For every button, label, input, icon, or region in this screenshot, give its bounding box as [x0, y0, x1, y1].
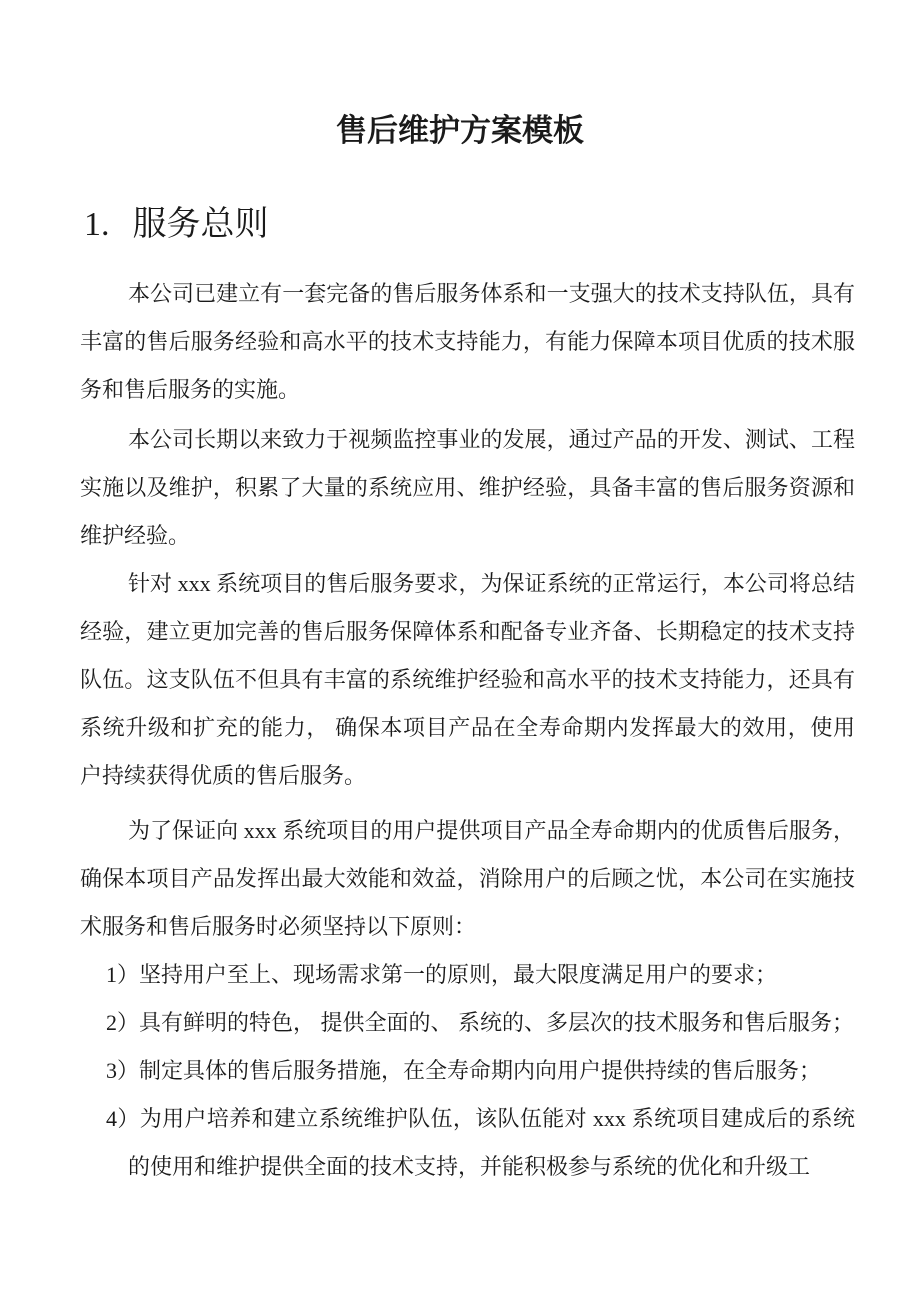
- list-item-text: 坚持用户至上、现场需求第一的原则，最大限度满足用户的要求；: [139, 962, 778, 987]
- document-title: 售后维护方案模板: [336, 113, 584, 148]
- section-number: 1.: [84, 206, 110, 243]
- list-item: [80, 999, 855, 1047]
- list-item: [80, 1047, 855, 1095]
- list-item-number: 3）: [106, 1058, 140, 1083]
- list-item-number: 4）: [106, 1106, 140, 1131]
- section-title: 服务总则: [132, 206, 269, 243]
- section-heading: [84, 204, 920, 246]
- paragraph: 本公司长期以来致力于视频监控事业的发展，通过产品的开发、测试、工程实施以及维护，积累了大量的系统应用、维护经验，具备丰富的售后服务资源和维护经验。: [80, 427, 855, 548]
- list-item: [80, 951, 855, 999]
- paragraph: 为了保证向 xxx 系统项目的用户提供项目产品全寿命期内的优质售后服务，确保本项目产品发挥出最大效能和效益，消除用户的后顾之忧，本公司在实施技术服务和售后服务时必须坚持以下原则：: [80, 818, 855, 939]
- list-item-text: 具有鲜明的特色， 提供全面的、 系统的、多层次的技术服务和售后服务；: [139, 1010, 855, 1035]
- paragraph: 针对 xxx 系统项目的售后服务要求，为保证系统的正常运行，本公司将总结经验，建立更加完善的售后服务保障体系和配备专业齐备、长期稳定的技术支持队伍。这支队伍不但具有丰富的系统维护经验和高水平的技术支持能力，还具有系统升级和扩充的能力， 确保本项目产品在全寿命期内发挥最大的效用，使用户持续获得优质的售后服务。: [80, 571, 855, 788]
- list-item: [80, 1095, 855, 1191]
- list-item-text: 为用户培养和建立系统维护队伍，该队伍能对 xxx 系统项目建成后的系统的使用和维护提供全面的技术支持，并能积极参与系统的优化和升级工: [128, 1106, 855, 1179]
- paragraph: 本公司已建立有一套完备的售后服务体系和一支强大的技术支持队伍，具有丰富的售后服务经验和高水平的技术支持能力，有能力保障本项目优质的技术服务和售后服务的实施。: [80, 281, 855, 402]
- list-item-text: 制定具体的售后服务措施，在全寿命期内向用户提供持续的售后服务；: [139, 1058, 822, 1083]
- list-item-number: 2）: [106, 1010, 140, 1035]
- list-item-number: 1）: [106, 962, 140, 987]
- document-body: [80, 270, 855, 1191]
- numbered-list: [80, 951, 855, 1191]
